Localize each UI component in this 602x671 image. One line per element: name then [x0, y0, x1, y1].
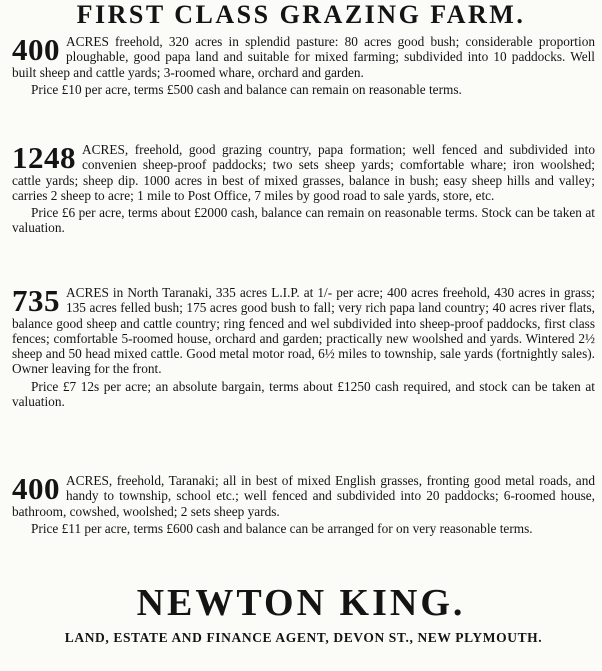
- listing: [12, 142, 595, 236]
- listing-description: [12, 285, 595, 377]
- listing: [12, 34, 595, 97]
- agent-tagline: LAND, ESTATE AND FINANCE AGENT, DEVON ST., NEW PLYMOUTH.: [64, 630, 543, 645]
- listing-price: Price £6 per acre, terms about £2000 cash, balance can remain on reasonable terms. Stock can be taken at valuation.: [12, 205, 595, 236]
- description-text: ACRES freehold, 320 acres in splendid pasture: 80 acres good bush; considerable proportion ploughable, good papa land and suitable for mixed farming; subdivided into 10 paddocks. Well built sheep and cattle yards; 3-roomed whare, orchard and garden.: [12, 34, 595, 80]
- acreage: 400: [12, 471, 60, 506]
- listing: [12, 473, 595, 536]
- listing-description: [12, 34, 595, 80]
- acreage: 400: [12, 32, 60, 67]
- listing-price: Price £11 per acre, terms £600 cash and balance can be arranged for on very reasonable terms.: [31, 520, 533, 536]
- description-text: ACRES, freehold, good grazing country, papa formation; well fenced and subdivided into convenien sheep-proof paddocks; two sets sheep yards; comfortable whare; iron woolshed; cattle yards; sheep dip. 1000 acres in best of mixed grasses, balance in bush; easy sheep hills and valley; carries 2 sheep to acre; 1 mile to Post Office, 7 miles by good road to sale yards, store, etc.: [12, 142, 595, 203]
- listing-description: [12, 473, 595, 519]
- listing-price: Price £7 12s per acre; an absolute bargain, terms about £1250 cash required, and stock can be taken at valuation.: [12, 378, 595, 410]
- agent-name: NEWTON KING.: [136, 582, 466, 624]
- listing: [12, 285, 595, 409]
- description-text: ACRES in North Taranaki, 335 acres L.I.P. at 1/- per acre; 400 acres freehold, 430 acres in grass; 135 acres felled bush; 175 acres good bush to fall; very rich papa land country; 40 acres river flats, balance good sheep and cattle country; ring fenced and wel subdivided into sheep-proof paddocks, first class fences; comfortable 5-roomed house, orchard and garden; practically new woolshed and yards. Wintered 2½ sheep and 50 head mixed cattle. Good metal motor road, 6½ miles to township, sale yards (fortnightly sales). Owner leaving for the front.: [12, 285, 595, 377]
- headline: FIRST CLASS GRAZING FARM.: [76, 0, 526, 29]
- acreage: 1248: [12, 140, 76, 175]
- listing-description: [12, 142, 595, 203]
- acreage: 735: [12, 283, 60, 318]
- description-text: ACRES, freehold, Taranaki; all in best of mixed English grasses, fronting good metal roads, and handy to township, school etc.; well fenced and subdivided into 20 paddocks; 6-roomed house, bathroom, cowshed, woolshed; 2 sets sheep yards.: [12, 473, 595, 519]
- listing-price: Price £10 per acre, terms £500 cash and balance can remain on reasonable terms.: [31, 81, 462, 97]
